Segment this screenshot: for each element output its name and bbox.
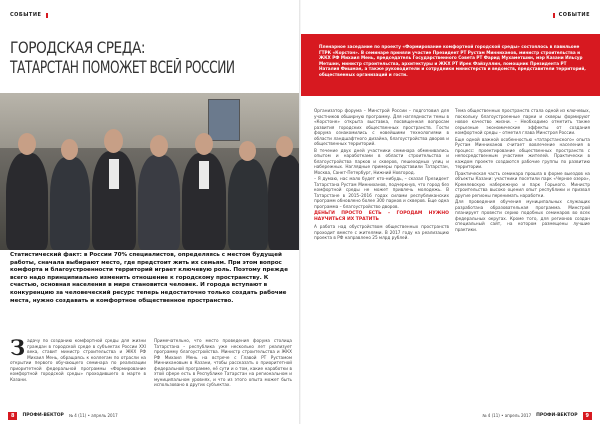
page-number: 8 xyxy=(8,412,17,420)
caption-box xyxy=(301,34,600,96)
section-label: СОБЫТИЕ xyxy=(558,12,590,18)
section-marker xyxy=(553,13,555,18)
title-line-2: ТАТАРСТАН ПОМОЖЕТ ВСЕЙ РОССИИ xyxy=(10,58,235,77)
drop-cap: З xyxy=(10,338,26,360)
body-text-3c: – Я думаю, нас мало будет кто-нибудь, – сказал Президент Татарстана Рустам Минниханов, подчеркнув, что город без комфортной среды не может привлечь молодежь. В Татарстане в 2015–2016 годах силами республиканских программ обновлено более 300 парков и скверов. Еще одна программа – благоустройство дворов. xyxy=(314,176,449,209)
body-column-3 xyxy=(314,108,449,403)
section-tag-left xyxy=(10,12,41,18)
body-text-3a: Организатор форума – Минстрой России – подготовил для участников обширную программу. Для наглядности темы в «Корстоне» открыта выставка, посвященная вопросам развития городских общественных пространств. Гости форума ознакомились с новейшими технологиями в области ландшафтного дизайна, благоустройства дворов и общественных территорий. xyxy=(314,108,449,146)
article-title xyxy=(10,40,292,77)
wall-poster xyxy=(208,99,240,141)
magazine-name: ПРОФИ-ВЕКТОР xyxy=(22,413,64,418)
body-text-4d: Для проведения обучения муниципальных служащих разработана образовательная программа. Минстрой планирует провести серию подобных семинаров во всех федеральных округах. Кроме того, для регионов создан специальный сайт, на котором размещены лучшие практики. xyxy=(455,199,590,232)
right-page xyxy=(301,0,600,424)
issue-info: № 4 (11) • апрель 2017 xyxy=(68,413,118,418)
body-text-4b: Еще одной важной особенностью «татарстанского» опыта Рустам Минниханов считает вовлечение населения в процесс: проектирование общественных пространств с непосредственным участием жителей. Практически в каждом проекте создаются рабочие группы по развитию территории. xyxy=(455,136,590,169)
page-number: 9 xyxy=(583,412,592,420)
body-text-2: Примечательно, что место проведения форума столица Татарстана – республика уже несколько лет реализует программу благоустройства. Министр строительства и ЖКХ РФ Михаил Мень на встрече с Главой РТ Рустамом Миннихановым в Казани, чтобы рассказать о приоритетной федеральной программе, её сути и о том, какие наработки в этой сфере есть в Республике Татарстан на региональном и муниципальном уровнях, и что из этого опыта может быть использовано в других субъектах. xyxy=(154,338,292,387)
body-text-4a: Тема общественных пространств стала одной из ключевых, поскольку благоустроенные парки и скверы формируют новое качество жизни. – Необходимо отметить также серьезные экономические эффекты от создания комфортной среды – отметил глава Минстроя России. xyxy=(455,108,590,135)
body-column-2 xyxy=(154,338,292,408)
event-photo xyxy=(0,93,300,250)
footer-left xyxy=(8,411,118,420)
subheading: ДЕНЬГИ ПРОСТО ЕСТЬ – ГОРОДАМ НУЖНО НАУЧИТЬСЯ ИХ ТРАТИТЬ xyxy=(314,211,449,222)
lead-paragraph xyxy=(10,252,294,305)
body-text-1: адачу по созданию комфортной среды для жизни граждан в городской среде в субъектах России XXI века, ставит министр строительства и ЖКХ РФ Михаил Мень, обращаясь к коллегам по отрасли на открытии первого обучающего семинара по реализации приоритетной федеральной программы «Формирование комфортной городской среды» проходившего в марте в Казани. xyxy=(10,338,146,382)
body-text-3b: В течение двух дней участники семинара обменивались опытом и наработками в области строительства и благоустройства парков и скверов, пешеходных улиц и набережных. Наглядные примеры представили Татарстан, Москва, Санкт-Петербург, Нижний Новгород. xyxy=(314,147,449,175)
caption-text: Пленарное заседание по проекту «Формирование комфортной городской среды» состоялось в павильоне ГТРК «Корстон». В семинаре приняли участие Президент РТ Рустам Минниханов, министр строительства и ЖКХ РФ Михаил Мень, председатель Государственного Совета РТ Фарид Мухаметшин, мэр Казани Ильсур Метшин, министр строительства, архитектуры и ЖКХ РТ Ирек Файзуллин, помощник Президента РТ Наталия Фишман, а также руководители и сотрудники министерств и ведомств, представители территорий, общественных организаций и гости. xyxy=(319,44,586,77)
body-column-4 xyxy=(455,108,590,403)
magazine-name: ПРОФИ-ВЕКТОР xyxy=(536,413,578,418)
body-column-1 xyxy=(10,338,146,408)
body-text-4c: Практическая часть семинара прошла в форме выездов на объекты Казани: участники посетили парк «Черное озеро», Кремлевскую набережную и парк Горького. Министр строительства высоко оценил опыт республики и призвал другие регионы перенимать наработки. xyxy=(455,170,590,198)
issue-info: № 4 (11) • апрель 2017 xyxy=(482,413,532,418)
title-line-1: ГОРОДСКАЯ СРЕДА: xyxy=(10,38,145,57)
footer-right xyxy=(482,411,592,420)
body-text-3d: А работа над обустройством общественных пространств проходит вместе с жителями. В 2017 году на реализацию проекта в РФ направлено 25 млрд рублей. xyxy=(314,224,449,240)
section-marker xyxy=(46,13,48,18)
section-tag-right xyxy=(559,12,590,18)
lead-text: Статистический факт: в России 70% специалистов, определяясь с местом будущей работы, сначала выбирают место, где предстоит жить их семьям. При этом вопрос комфорта и благоустроенности территорий играет ключевую роль. Поэтому прежде всего надо принципиально изменить отношение к городскому пространству. К счастью, основная населения в мире становится человек. И города вступают в конкуренцию за человеческий ресурс теперь недостаточно только создать рабочие места, нужно создавать и комфортное общественное пространство. xyxy=(10,252,288,304)
section-label: СОБЫТИЕ xyxy=(10,12,42,18)
